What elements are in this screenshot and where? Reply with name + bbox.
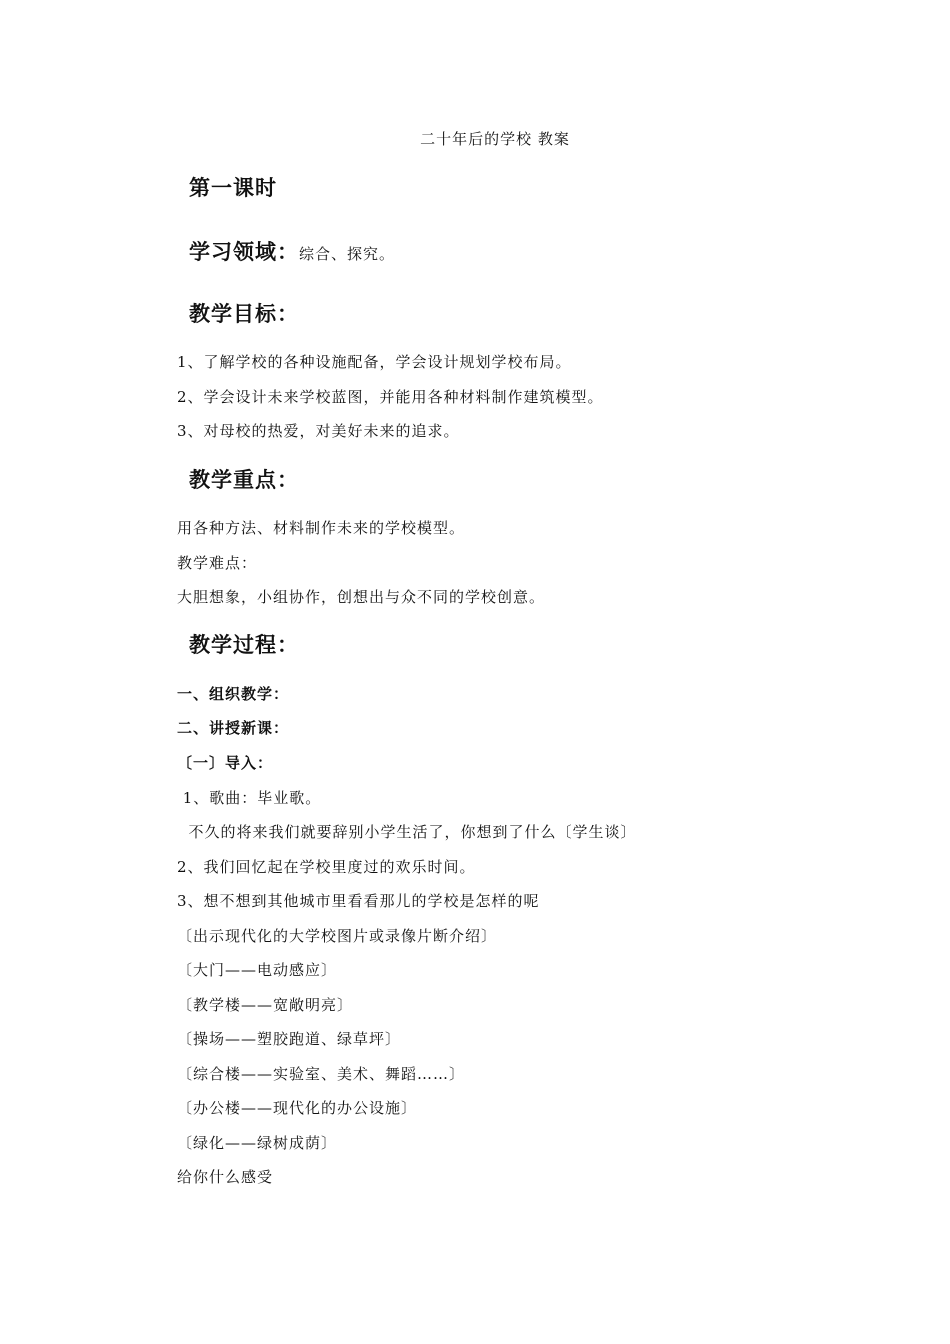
process-line: 〔绿化——绿树成荫〕: [177, 1134, 338, 1152]
process-line: 不久的将来我们就要辞别小学生活了，你想到了什么〔学生谈〕: [177, 823, 637, 841]
process-line: 2、我们回忆起在学校里度过的欢乐时间。: [177, 858, 476, 876]
process-line: 〔综合楼——实验室、美术、舞蹈……〕: [177, 1065, 466, 1083]
lesson-heading: 第一课时: [189, 176, 277, 200]
domain-label: 学习领域：: [189, 240, 299, 264]
objective-item: 3、对母校的热爱，对美好未来的追求。: [177, 422, 460, 440]
domain-row: [189, 236, 395, 266]
objective-item: 1、了解学校的各种设施配备，学会设计规划学校布局。: [177, 353, 572, 371]
process-line: 〔操场——塑胶跑道、绿草坪〕: [177, 1030, 402, 1048]
process-line: 〔办公楼——现代化的办公设施〕: [177, 1099, 418, 1117]
difficulty-text: 大胆想象，小组协作，创想出与众不同的学校创意。: [177, 588, 546, 606]
process-line: 〔大门——电动感应〕: [177, 961, 338, 979]
objective-item: 2、学会设计未来学校蓝图，并能用各种材料制作建筑模型。: [177, 388, 604, 406]
process-line: 3、想不想到其他城市里看看那儿的学校是怎样的呢: [177, 892, 540, 910]
difficulty-label: 教学难点：: [177, 554, 258, 572]
key-points-text: 用各种方法、材料制作未来的学校模型。: [177, 519, 466, 537]
key-points-heading: 教学重点：: [189, 468, 299, 492]
objectives-heading: 教学目标：: [189, 302, 299, 326]
process-line: 〔教学楼——宽敞明亮〕: [177, 996, 354, 1014]
domain-value: 综合、探究。: [299, 245, 396, 263]
process-line: 〔出示现代化的大学校图片或录像片断介绍〕: [177, 927, 498, 945]
document-title: 二十年后的学校 教案: [420, 130, 570, 148]
process-step: 〔一〕导入：: [177, 754, 274, 772]
process-step: 二、讲授新课：: [177, 719, 290, 737]
process-heading: 教学过程：: [189, 633, 299, 657]
process-step: 一、组织教学：: [177, 685, 290, 703]
process-line: 给你什么感受: [177, 1168, 274, 1186]
process-line: 1、歌曲：毕业歌。: [177, 789, 322, 807]
